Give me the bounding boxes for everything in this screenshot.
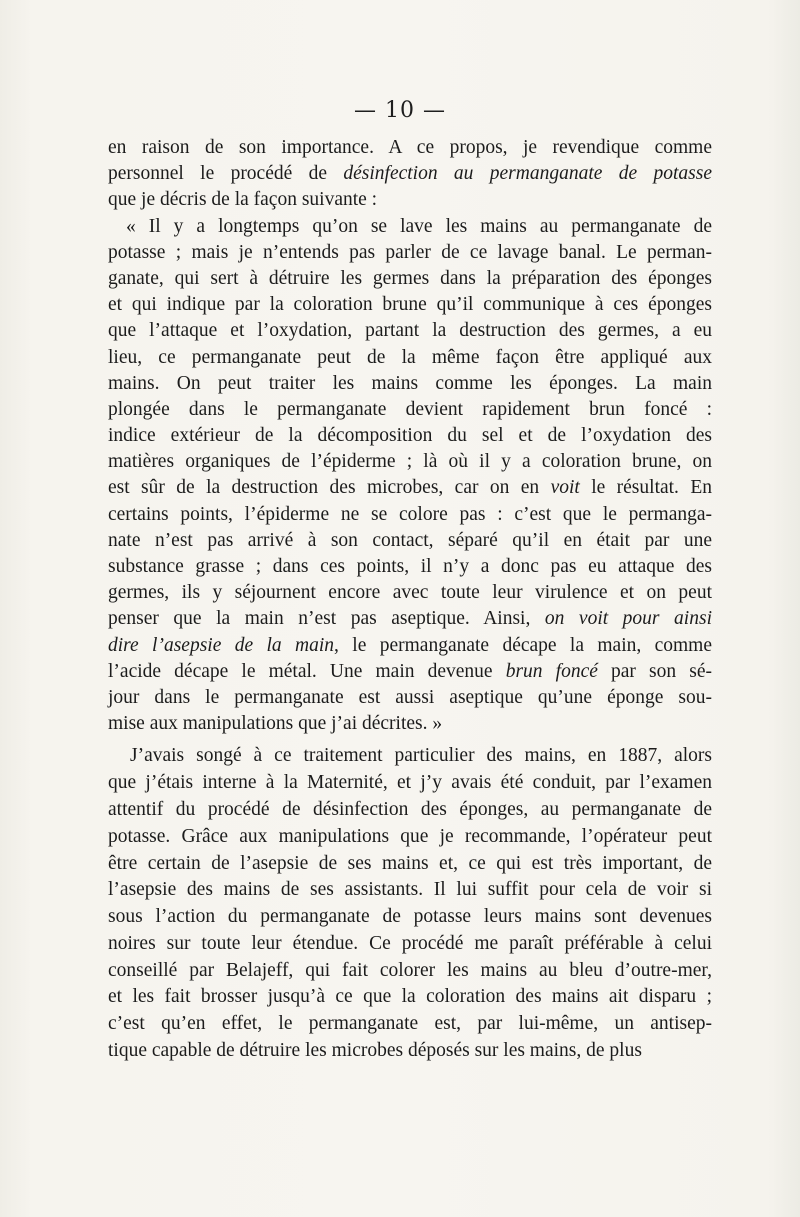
text-line — [108, 851, 712, 878]
text-line — [108, 797, 712, 824]
text-line — [108, 958, 712, 985]
text-line — [108, 606, 712, 632]
text-line — [108, 292, 712, 318]
text-line — [108, 318, 712, 344]
text-run: lieu, ce permanganate peut de la même façon être appliqué aux — [108, 346, 712, 368]
text-run: que j’étais interne à la Maternité, et j’y avais été conduit, par l’examen — [108, 772, 712, 794]
text-line — [108, 743, 712, 770]
text-run: en raison de son importance. A ce propos, je revendique comme — [108, 137, 712, 158]
text-line — [108, 161, 712, 187]
quoted-passage — [108, 214, 712, 738]
text-run: indice extérieur de la décomposition du sel et de l’oxydation des — [108, 425, 712, 447]
text-run: certains points, l’épiderme ne se colore pas : c’est que le permanga- — [108, 503, 712, 525]
text-line — [108, 824, 712, 851]
text-run: substance grasse ; dans ces points, il n’y a donc pas eu attaque des — [108, 556, 712, 577]
text-run: tique capable de détruire les microbes déposés sur les mains, de plus — [108, 1040, 642, 1062]
text-line — [108, 554, 712, 580]
text-run: est sûr de la destruction des microbes, car on en — [108, 477, 551, 499]
text-line — [108, 528, 712, 554]
text-run: conseillé par Belajeff, qui fait colorer les mains au bleu d’outre-mer, — [108, 959, 712, 981]
text-run: et les fait brosser jusqu’à ce que la coloration des mains ait disparu ; — [108, 986, 712, 1008]
text-line — [108, 877, 712, 904]
text-line — [108, 423, 712, 449]
text-run: jour dans le permanganate est aussi aseptique qu’une éponge sou- — [108, 686, 712, 708]
paragraph-1 — [108, 135, 712, 214]
text-line — [108, 475, 712, 501]
page-number: — 10 — — [354, 98, 446, 123]
text-line — [108, 240, 712, 266]
italic-run: brun foncé — [505, 660, 598, 682]
text-run: que je décris de la façon suivante : — [108, 189, 378, 211]
text-run: mains. On peut traiter les mains comme les éponges. La main — [108, 372, 712, 394]
text-run: personnel le procédé de — [108, 163, 344, 185]
text-run: sous l’action du permanganate de potasse leurs mains sont devenues — [108, 906, 712, 928]
text-line — [108, 371, 712, 397]
text-run: ganate, qui sert à détruire les germes dans la préparation des éponges — [108, 267, 712, 289]
italic-run: voit — [550, 477, 580, 499]
text-run: matières organiques de l’épiderme ; là où il y a coloration brune, on — [108, 451, 712, 473]
text-run: par son sé- — [597, 660, 712, 682]
text-run: plongée dans le permanganate devient rapidement brun foncé : — [108, 398, 712, 420]
text-run: potasse. Grâce aux manipulations que je recommande, l’opérateur peut — [108, 825, 712, 847]
text-line — [108, 449, 712, 475]
text-line — [108, 1038, 712, 1065]
text-run: mise aux manipulations que j’ai décrites. » — [108, 713, 443, 735]
text-line — [108, 397, 712, 423]
text-run: noires sur toute leur étendue. Ce procédé me paraît préférable à celui — [108, 932, 712, 954]
text-line — [108, 931, 712, 958]
text-line — [108, 345, 712, 371]
text-line — [108, 580, 712, 606]
text-run: le résultat. En — [579, 477, 712, 499]
paragraph-2 — [108, 743, 712, 1065]
text-run: potasse ; mais je n’entends pas parler de ce lavage banal. Le perman- — [108, 241, 712, 263]
text-line — [108, 659, 712, 685]
text-run: que l’attaque et l’oxydation, partant la destruction des germes, a eu — [108, 320, 712, 342]
text-line — [108, 1011, 712, 1038]
body-text — [108, 135, 712, 1065]
text-run: l’asepsie des mains de ses assistants. Il lui suffit pour cela de voir si — [108, 879, 712, 901]
italic-run: désinfection au permanganate de potasse — [343, 163, 712, 185]
text-line — [108, 711, 712, 737]
text-run: attentif du procédé de désinfection des éponges, au permanganate de — [108, 798, 712, 820]
text-line — [108, 633, 712, 659]
text-run: être certain de l’asepsie de ses mains et, ce qui est très important, de — [108, 852, 712, 874]
text-run: c’est qu’en effet, le permanganate est, par lui-même, un antisep- — [108, 1013, 712, 1035]
text-run: « Il y a longtemps qu’on se lave les mains au permanganate de — [126, 215, 712, 237]
text-line — [108, 685, 712, 711]
text-run: germes, ils y séjournent encore avec toute leur virulence et on peut — [108, 582, 712, 604]
text-run: l’acide décape le métal. Une main devenue — [108, 660, 506, 682]
text-line — [108, 214, 712, 240]
text-run: nate n’est pas arrivé à son contact, séparé qu’il en était par une — [108, 529, 712, 551]
text-line — [108, 770, 712, 797]
text-line — [108, 904, 712, 931]
text-line — [108, 135, 712, 161]
text-run: penser que la main n’est pas aseptique. Ainsi, — [108, 608, 545, 630]
text-run: , le permanganate décape la main, comme — [334, 634, 712, 656]
text-run: J’avais songé à ce traitement particulier des mains, en 1887, alors — [130, 745, 712, 767]
italic-run: on voit pour ainsi — [544, 608, 712, 630]
text-run: et qui indique par la coloration brune qu’il communique à ces éponges — [108, 294, 712, 316]
text-line — [108, 187, 712, 213]
italic-run: dire l’asepsie de la main — [108, 634, 335, 656]
text-line — [108, 266, 712, 292]
text-line — [108, 502, 712, 528]
text-line — [108, 984, 712, 1011]
